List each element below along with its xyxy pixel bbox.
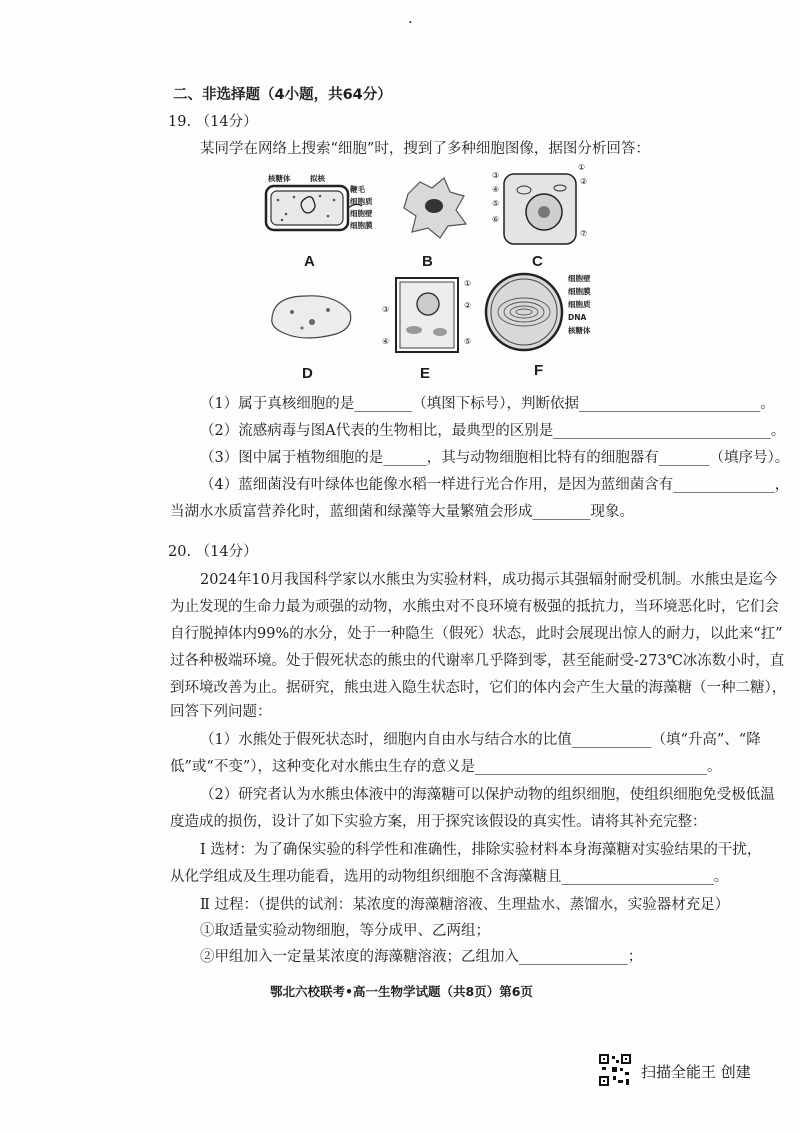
fig-e-marker-3: ③ xyxy=(382,305,390,314)
fig-e-marker-2: ② xyxy=(464,301,472,310)
figure-f-prokaryote xyxy=(484,270,564,354)
fig-c-marker-2: ② xyxy=(580,177,588,186)
q20-header: 20. （14分） xyxy=(168,544,258,560)
qr-code-icon xyxy=(598,1053,632,1087)
q20-material-line-1: Ⅰ 选材：为了确保实验的科学性和准确性，排除实验材料本身海藻糖对实验结果的干扰， xyxy=(200,842,762,858)
fig-a-label-membrane: 细胞膜 xyxy=(350,221,373,230)
fig-a-nucleoid-label: 拟核 xyxy=(310,174,325,183)
figure-c-animal-cell xyxy=(488,160,598,248)
fig-e-marker-5: ⑤ xyxy=(464,337,472,346)
q20-q1-line-2: 低”或“不变”），这种变化对水熊虫生存的意义是________________________________。 xyxy=(170,759,722,775)
q20-para-line-3: 自行脱掉体内99%的水分，处于一种隐生（假死）状态，此时会展现出惊人的耐力，以此来“扛” xyxy=(170,626,783,642)
fig-a-label: A xyxy=(304,253,315,270)
q19-question-4-cont: 当湖水水质富营养化时，蓝细菌和绿藻等大量繁殖会形成________现象。 xyxy=(170,504,634,520)
fig-a-label-wall: 细胞壁 xyxy=(350,209,373,218)
figure-d-paramecium xyxy=(266,288,356,344)
q19-intro: 某同学在网络上搜索“细胞”时，搜到了多种细胞图像，据图分析回答： xyxy=(200,141,650,157)
top-dot: · xyxy=(408,15,413,31)
fig-f-label: F xyxy=(534,362,544,379)
fig-b-label: B xyxy=(422,253,433,270)
q19-header: 19. （14分） xyxy=(168,114,258,130)
q19-question-1: （1）属于真核细胞的是________（填图下标号），判断依据_________________________。 xyxy=(200,396,775,412)
fig-c-marker-1: ① xyxy=(578,163,586,172)
fig-f-label-ribosome: 核糖体 xyxy=(568,326,591,335)
fig-f-label-membrane: 细胞膜 xyxy=(568,287,591,296)
q20-para-line-2: 为止发现的生命力最为顽强的动物，水熊虫对不良环境有极强的抵抗力，当环境恶化时，它们会 xyxy=(170,599,779,615)
fig-c-marker-5: ⑤ xyxy=(492,199,500,208)
section-title: 二、非选择题（4小题，共64分） xyxy=(173,87,392,103)
page-footer: 鄂北六校联考•高一生物学试题（共8页）第6页 xyxy=(270,984,533,999)
figure-b-cell xyxy=(398,174,470,240)
fig-f-label-cytoplasm: 细胞质 xyxy=(568,300,591,309)
figure-f-right-labels xyxy=(568,272,608,338)
q20-q2-line-1: （2）研究者认为水熊虫体液中的海藻糖可以保护动物的组织细胞，使组织细胞免受极低温 xyxy=(200,787,775,803)
fig-f-label-dna: DNA xyxy=(568,313,587,322)
fig-c-label: C xyxy=(532,253,543,270)
q20-para-line-1: 2024年10月我国科学家以水熊虫为实验材料，成功揭示其强辐射耐受机制。水熊虫是迄今 xyxy=(200,572,778,588)
fig-d-label: D xyxy=(302,365,313,382)
q20-para-line-5: 到环境改善为止。据研究，熊虫进入隐生状态时，它们的体内会产生大量的海藻糖（一种二糖）， xyxy=(170,680,787,696)
q19-question-2: （2）流感病毒与图A代表的生物相比，最典型的区别是______________________________。 xyxy=(200,423,786,439)
q19-question-4: （4）蓝细菌没有叶绿体也能像水稻一样进行光合作用，是因为蓝细菌含有______________， xyxy=(200,477,790,493)
scanner-watermark: 扫描全能王 创建 xyxy=(641,1063,751,1081)
fig-c-marker-3: ③ xyxy=(492,171,500,180)
q20-material-line-2: 从化学组成及生理功能看，选用的动物组织细胞不含海藻糖且_____________________。 xyxy=(170,869,729,885)
fig-f-label-wall: 细胞壁 xyxy=(568,274,591,283)
q20-para-line-6: 回答下列问题： xyxy=(170,704,272,720)
fig-a-label-cytoplasm: 细胞质 xyxy=(350,197,373,206)
q20-process-line-2: ①取适量实验动物细胞，等分成甲、乙两组； xyxy=(200,923,490,939)
figure-e-plant-cell xyxy=(378,272,478,356)
q20-q1-line-1: （1）水熊处于假死状态时，细胞内自由水与结合水的比值___________（填“升高”、“降 xyxy=(200,732,761,748)
q20-para-line-4: 过各种极端环境。处于假死状态的熊虫的代谢率几乎降到零，甚至能耐受-273℃冰冻数小时，直 xyxy=(170,653,785,669)
figure-a-right-labels xyxy=(350,184,390,236)
fig-a-ribosome-label: 核糖体 xyxy=(268,174,291,183)
fig-c-marker-6: ⑥ xyxy=(492,215,500,224)
q19-question-3: （3）图中属于植物细胞的是______，其与动物细胞相比特有的细胞器有_______（填序号）。 xyxy=(200,450,790,466)
fig-c-marker-7: ⑦ xyxy=(580,229,588,238)
fig-e-marker-1: ① xyxy=(464,279,472,288)
fig-a-label-flagellum: 鞭毛 xyxy=(350,185,365,194)
q20-process-line-3: ②甲组加入一定量某浓度的海藻糖溶液；乙组加入_______________； xyxy=(200,949,643,965)
fig-e-label: E xyxy=(420,365,431,382)
q20-process-line-1: Ⅱ 过程：（提供的试剂：某浓度的海藻糖溶液、生理盐水、蒸馏水，实验器材充足） xyxy=(200,897,730,913)
fig-c-marker-4: ④ xyxy=(492,185,500,194)
fig-e-marker-4: ④ xyxy=(382,337,390,346)
q20-q2-line-2: 度造成的损伤，设计了如下实验方案，用于探究该假设的真实性。请将其补充完整： xyxy=(170,814,707,830)
